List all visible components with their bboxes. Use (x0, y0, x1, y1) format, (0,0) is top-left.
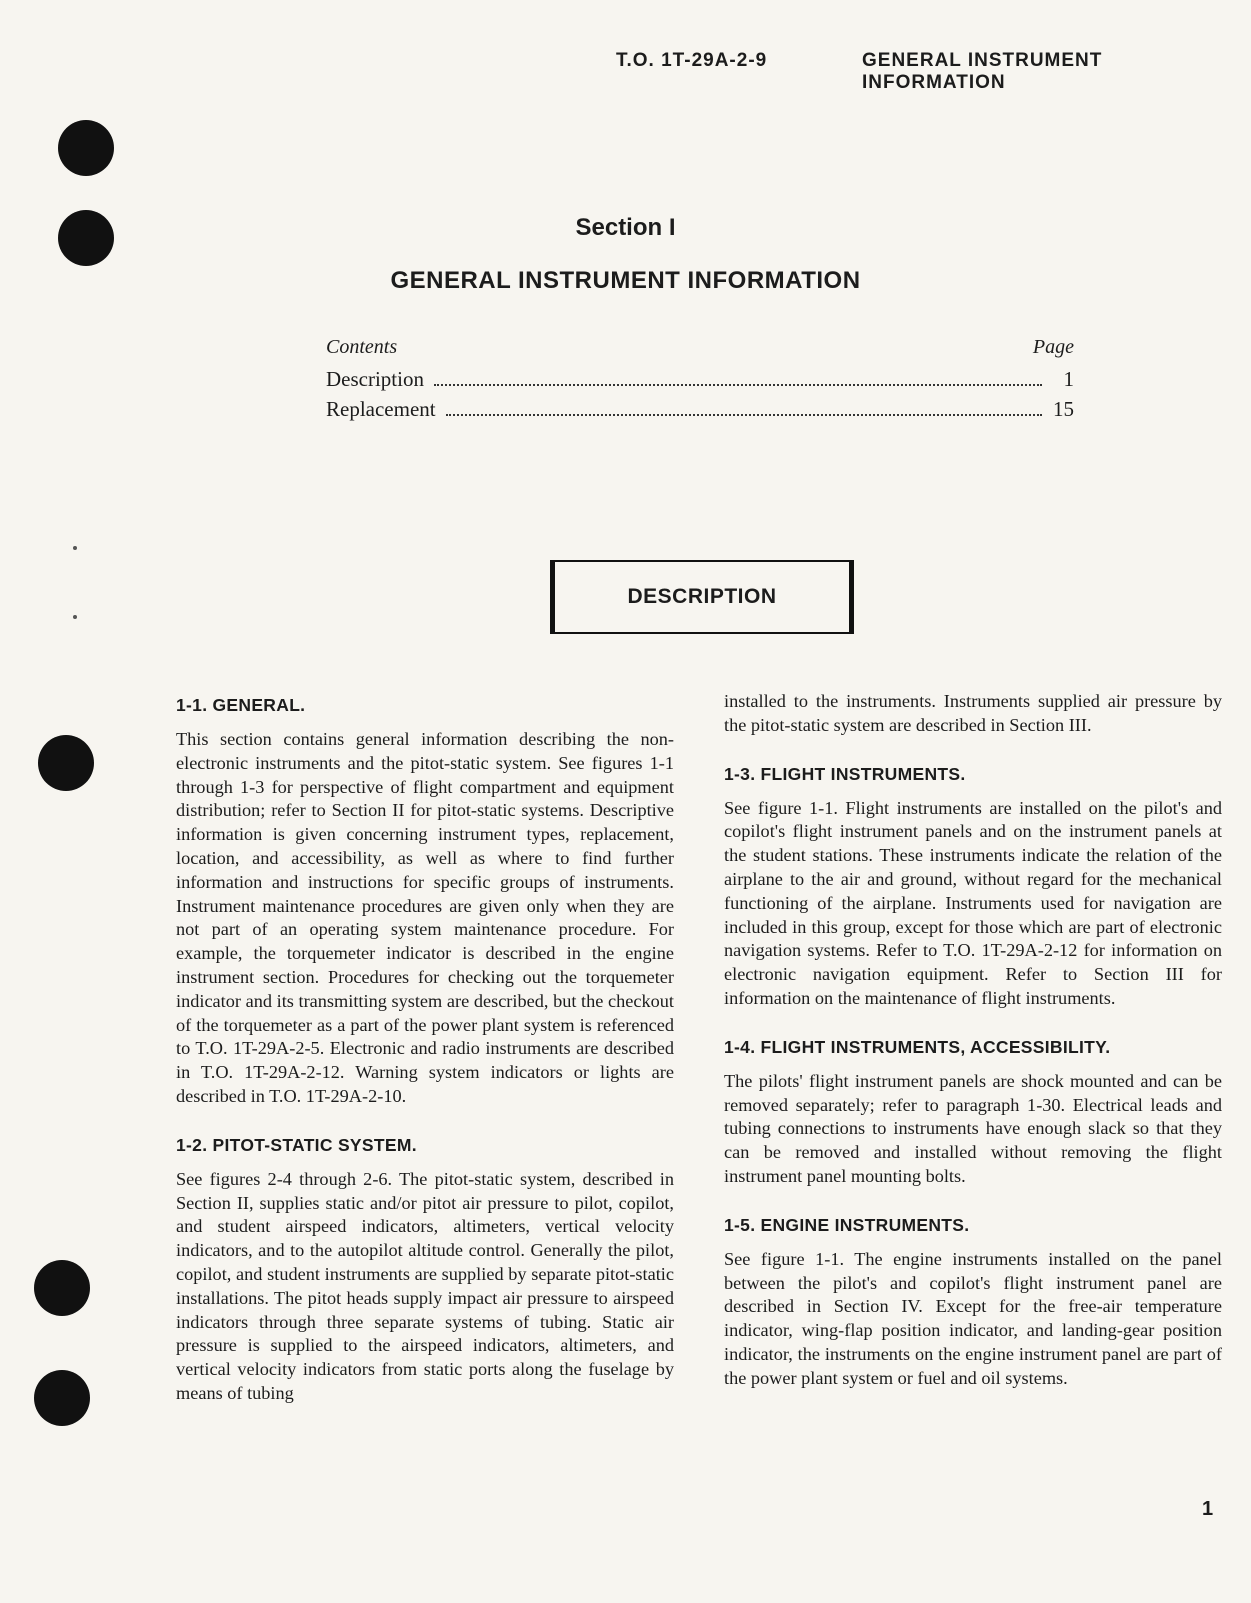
description-heading: DESCRIPTION (627, 585, 777, 608)
paragraph-title-1-4: 1-4. FLIGHT INSTRUMENTS, ACCESSIBILITY. (724, 1036, 1111, 1057)
section-number: Section I (575, 214, 676, 241)
toc-row-description[interactable] (326, 367, 1074, 397)
toc-leader (446, 414, 1042, 416)
table-of-contents (326, 336, 1074, 427)
contents-label: Contents (326, 336, 398, 358)
toc-row-replacement[interactable] (326, 397, 1074, 427)
toc-page: 15 (1053, 397, 1074, 421)
toc-label: Replacement (326, 397, 436, 421)
toc-page: 1 (1063, 367, 1074, 391)
section-title: GENERAL INSTRUMENT INFORMATION (390, 267, 861, 294)
binder-hole-3 (38, 735, 94, 791)
right-column (724, 690, 1222, 1391)
paragraph-text-1-2: See figures 2-4 through 2-6. The pitot-static system, described in Section II, supplies static and/or pitot air pressure to pilot, copilot, and student airspeed indicators, altimeters, vertical velocity indicators, and to the autopilot altitude control. Generally the pilot, copilot, and student instruments are supplied by separate pitot-static installations. The pitot heads supply impact air pressure to airspeed indicators through three separate systems of tubing. Static air pressure is supplied to the airspeed indicators, altimeters, and vertical velocity indicators from static ports along the fuselage by means of tubing (176, 1168, 674, 1403)
document-number: T.O. 1T-29A-2-9 (616, 50, 768, 71)
paragraph-title-1-2: 1-2. PITOT-STATIC SYSTEM. (176, 1134, 417, 1155)
paragraph-text-1-3: See figure 1-1. Flight instruments are installed on the pilot's and copilot's flight instrument panels and on the instrument panels at the student stations. These instruments indicate the relation of the airplane to the air and ground, without regard for the mechanical functioning of the airplane. Instruments used for navigation are included in this group, except for those which are part of electronic navigation systems. Refer to T.O. 1T-29A-2-12 for information on electronic navigation equipment. Refer to Section III for information on the maintenance of flight instruments. (724, 797, 1222, 1008)
paragraph-text-1-4: The pilots' flight instrument panels are shock mounted and can be removed separately; refer to paragraph 1-30. Electrical leads and tubing connections to instruments have enough slack so that they can be removed and installed without removing the flight instrument panel mounting bolts. (724, 1070, 1222, 1186)
paragraph-title-1-3: 1-3. FLIGHT INSTRUMENTS. (724, 763, 966, 784)
toc-leader (434, 384, 1042, 386)
running-title: GENERAL INSTRUMENT INFORMATION (862, 50, 1103, 93)
left-column (176, 695, 674, 1406)
paragraph-text-1-2-continued: installed to the instruments. Instruments supplied air pressure by the pitot-static system are described in Section III. (724, 691, 1222, 735)
paragraph-text-1-1: This section contains general information describing the non-electronic instruments and the pitot-static system. See figures 1-1 through 1-3 for perspective of flight compartment and equipment distribution; refer to Section II for pitot-static systems. Descriptive information is given concerning instrument types, replacement, location, and accessibility, as well as where to find further information and instructions for specific groups of instruments. Instrument maintenance procedures are given only when they are not part of an operating system maintenance procedure. For example, the torquemeter indicator is described in the engine instrument section. Procedures for checking out the torquemeter indicator and its transmitting system are described, but the checkout of the torquemeter as a part of the power plant system is referenced to T.O. 1T-29A-2-5. Electronic and radio instruments are described in T.O. 1T-29A-2-12. Warning system indicators or lights are described in T.O. 1T-29A-2-10. (176, 729, 674, 1106)
paragraph-title-1-1: 1-1. GENERAL. (176, 695, 306, 715)
contents-page-label: Page (1032, 336, 1074, 358)
description-heading-box (550, 560, 854, 634)
contents-header (326, 336, 1074, 359)
toc-label: Description (326, 367, 424, 391)
paragraph-text-1-5: See figure 1-1. The engine instruments installed on the panel between the pilot's and copilot's flight instrument panel are described in Section IV. Except for the free-air temperature indicator, wing-flap position indicator, and landing-gear position indicator, the instruments on the engine instrument panel are part of the power plant system or fuel and oil systems. (724, 1248, 1222, 1388)
binder-hole-5 (34, 1370, 90, 1426)
binder-hole-4 (34, 1260, 90, 1316)
paragraph-title-1-5: 1-5. ENGINE INSTRUMENTS. (724, 1214, 970, 1235)
speck-1 (73, 546, 77, 550)
binder-hole-1 (58, 120, 114, 176)
page-number: 1 (1202, 1498, 1214, 1520)
speck-2 (73, 615, 77, 619)
